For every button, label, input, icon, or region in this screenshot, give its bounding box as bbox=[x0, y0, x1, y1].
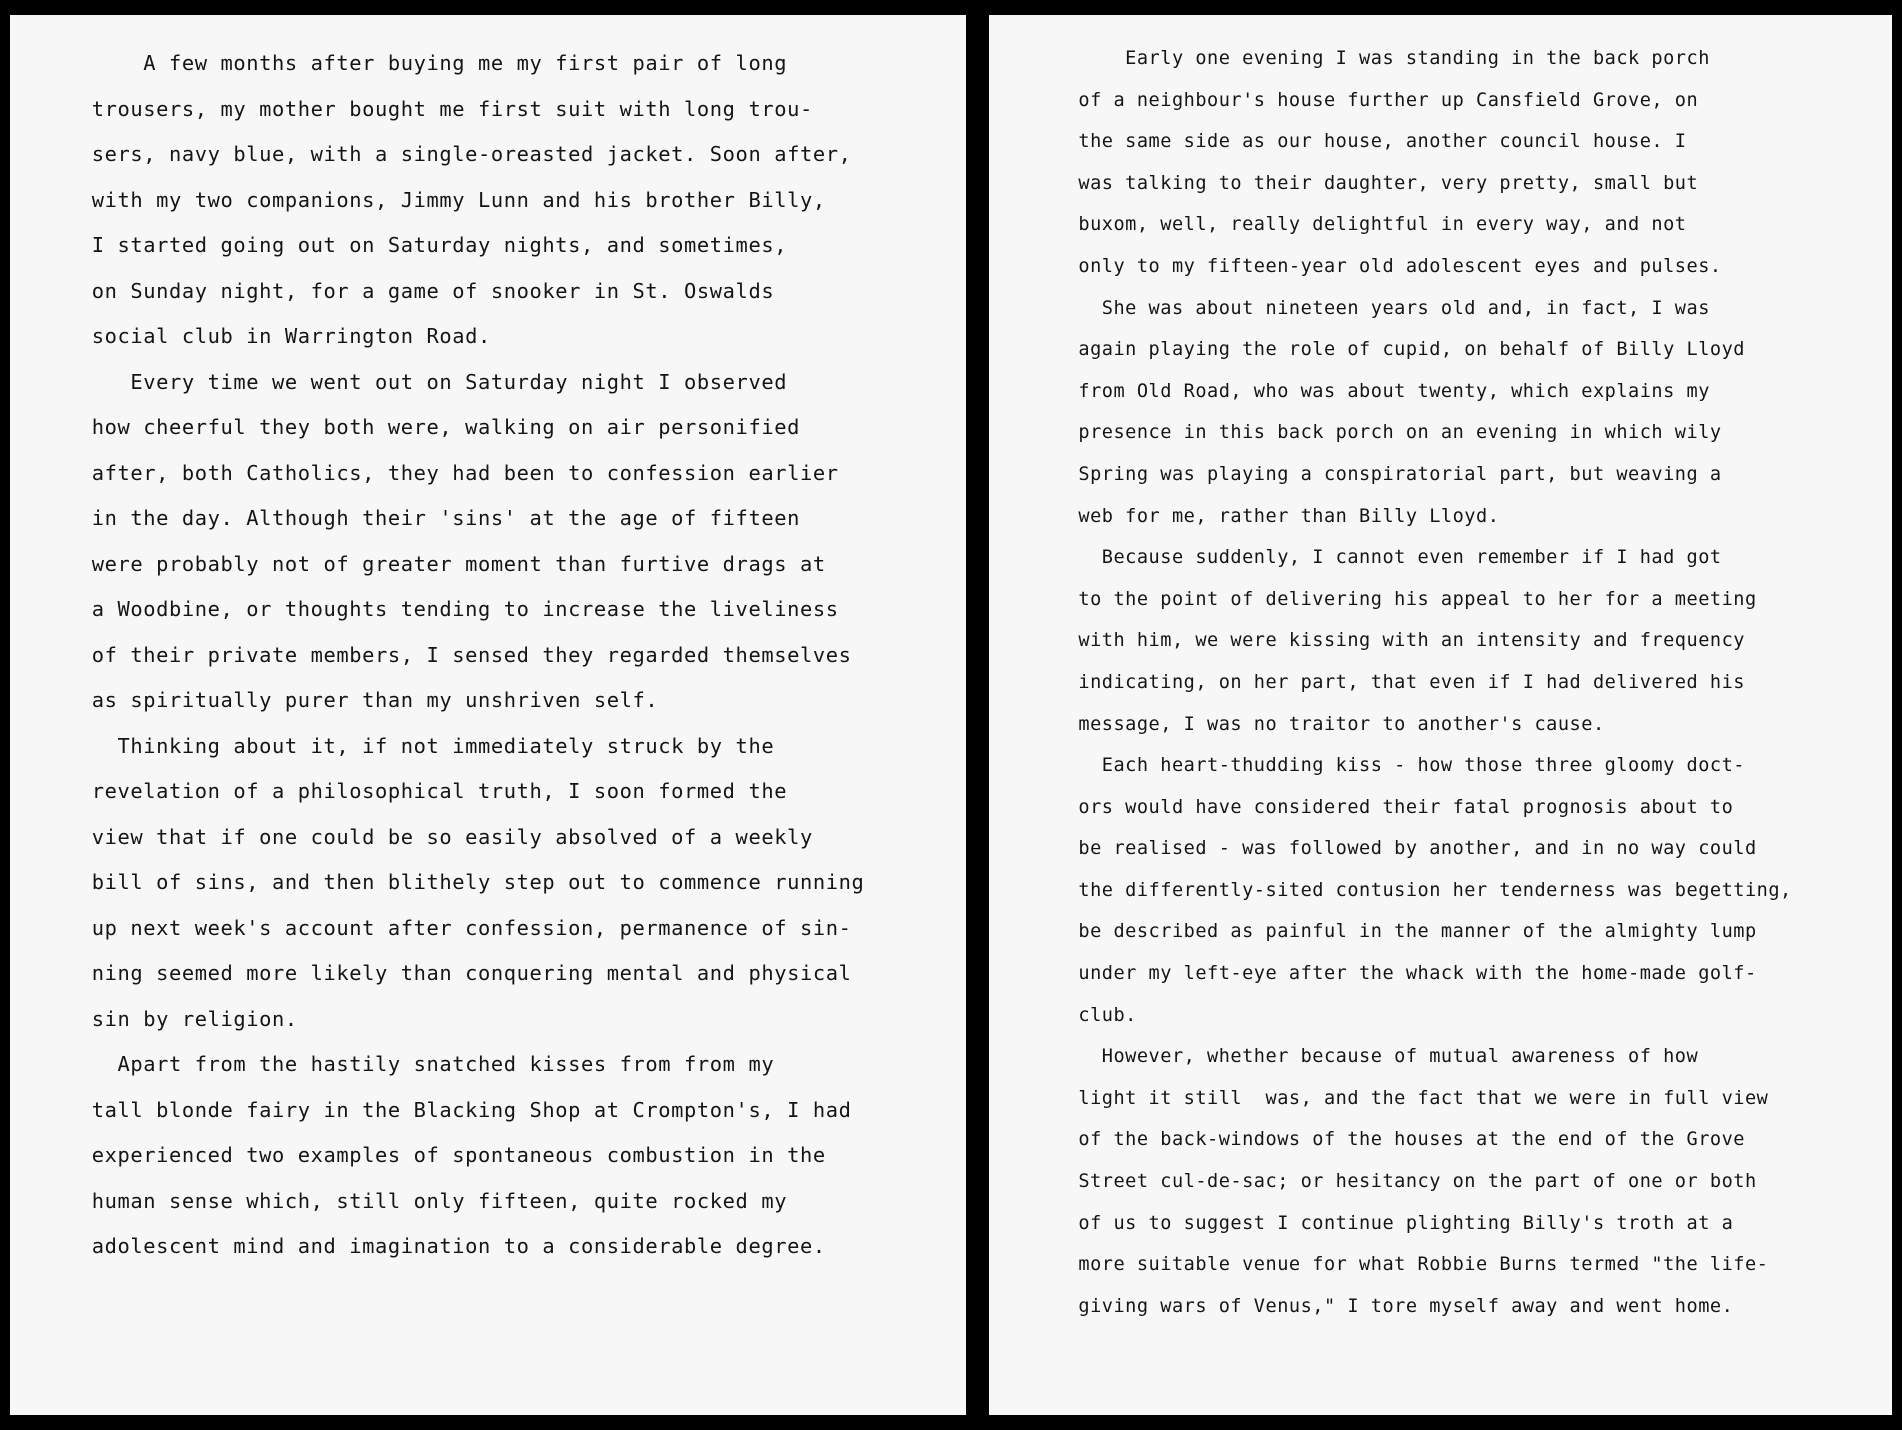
text-line: web for me, rather than Billy Lloyd. bbox=[1055, 505, 1500, 527]
text-line: revelation of a philosophical truth, I soon formed the bbox=[66, 779, 788, 803]
text-line: tall blonde fairy in the Blacking Shop at Crompton's, I had bbox=[66, 1097, 852, 1122]
text-line: Every time we went out on Saturday night I observed bbox=[66, 369, 788, 394]
text-line: again playing the role of cupid, on behalf of Billy Lloyd bbox=[1055, 339, 1745, 361]
text-line: message, I was no traitor to another's cause. bbox=[1055, 713, 1605, 735]
text-line: be described as painful in the manner of the almighty lump bbox=[1055, 921, 1757, 943]
text-line: sers, navy blue, with a single-oreasted jacket. Soon after, bbox=[66, 142, 852, 166]
paragraph bbox=[66, 1054, 936, 1282]
text-line: to the point of delivering his appeal to her for a meeting bbox=[1055, 588, 1757, 610]
text-line: ning seemed more likely than conquering mental and physical bbox=[66, 961, 852, 985]
text-line: the differently-sited contusion her tenderness was begetting, bbox=[1055, 879, 1792, 901]
paragraph bbox=[1055, 549, 1872, 757]
text-line: Street cul-de-sac; or hesitancy on the part of one or both bbox=[1055, 1171, 1757, 1193]
text-line: A few months after buying me my first pair of long bbox=[66, 51, 788, 75]
text-line: buxom, well, really delightful in every way, and not bbox=[1055, 214, 1687, 236]
paragraph bbox=[66, 53, 936, 372]
text-line: light it still was, and the fact that we were in full view bbox=[1055, 1087, 1769, 1109]
text-line: as spiritually purer than my unshriven self. bbox=[66, 688, 659, 712]
text-line: trousers, my mother bought me first suit with long trou- bbox=[66, 96, 813, 121]
text-line: a Woodbine, or thoughts tending to increase the liveliness bbox=[66, 597, 839, 621]
text-line: bill of sins, and then blithely step out to commence running bbox=[66, 870, 865, 894]
text-line: under my left-eye after the whack with the home-made golf- bbox=[1055, 963, 1757, 985]
typewritten-page-right bbox=[989, 15, 1892, 1415]
text-line: Because suddenly, I cannot even remember if I had got bbox=[1055, 547, 1722, 569]
paragraph bbox=[66, 733, 936, 1055]
text-line: I started going out on Saturday nights, and sometimes, bbox=[66, 233, 788, 257]
text-line: of a neighbour's house further up Cansfield Grove, on bbox=[1055, 89, 1699, 111]
text-line: from Old Road, who was about twenty, which explains my bbox=[1055, 380, 1710, 402]
typewritten-page-left bbox=[10, 15, 966, 1415]
text-line: after, both Catholics, they had been to confession earlier bbox=[66, 460, 839, 485]
paragraph bbox=[66, 369, 936, 736]
text-line: on Sunday night, for a game of snooker in St. Oswalds bbox=[66, 278, 775, 303]
text-line: how cheerful they both were, walking on air personified bbox=[66, 415, 800, 439]
text-line: human sense which, still only fifteen, quite rocked my bbox=[66, 1188, 788, 1213]
text-line: social club in Warrington Road. bbox=[66, 324, 491, 348]
text-line: in the day. Although their 'sins' at the age of fifteen bbox=[66, 506, 800, 530]
text-line: was talking to their daughter, very pretty, small but bbox=[1055, 172, 1699, 194]
text-line: presence in this back porch on an evening in which wily bbox=[1055, 422, 1722, 444]
text-line: up next week's account after confession, permanence of sin- bbox=[66, 915, 852, 940]
text-line: Spring was playing a conspiratorial part, but weaving a bbox=[1055, 463, 1722, 485]
text-line: experienced two examples of spontaneous combustion in the bbox=[66, 1143, 826, 1167]
paragraph bbox=[1055, 50, 1872, 300]
text-line: be realised - was followed by another, and in no way could bbox=[1055, 838, 1757, 860]
text-line: Each heart-thudding kiss - how those three gloomy doct- bbox=[1055, 755, 1745, 777]
text-line: only to my fifteen-year old adolescent eyes and pulses. bbox=[1055, 255, 1722, 277]
text-line: club. bbox=[1055, 1004, 1137, 1026]
text-line: adolescent mind and imagination to a considerable degree. bbox=[66, 1234, 826, 1258]
text-line: Early one evening I was standing in the back porch bbox=[1055, 48, 1710, 69]
text-line: with him, we were kissing with an intensity and frequency bbox=[1055, 630, 1745, 652]
paragraph bbox=[1055, 1048, 1872, 1339]
text-line: Apart from the hastily snatched kisses from from my bbox=[66, 1052, 775, 1076]
text-line: giving wars of Venus," I tore myself away and went home. bbox=[1055, 1295, 1734, 1317]
text-line: of their private members, I sensed they regarded themselves bbox=[66, 642, 852, 667]
text-line: of us to suggest I continue plighting Billy's troth at a bbox=[1055, 1212, 1734, 1234]
paragraph bbox=[1055, 757, 1872, 1048]
text-line: were probably not of greater moment than furtive drags at bbox=[66, 551, 826, 576]
text-line: indicating, on her part, that even if I had delivered his bbox=[1055, 671, 1745, 693]
text-line: sin by religion. bbox=[66, 1006, 298, 1031]
text-line: However, whether because of mutual awareness of how bbox=[1055, 1046, 1699, 1068]
text-line: the same side as our house, another council house. I bbox=[1055, 131, 1687, 153]
paragraph bbox=[1055, 297, 1872, 550]
text-line: with my two companions, Jimmy Lunn and his brother Billy, bbox=[66, 187, 826, 212]
text-line: ors would have considered their fatal prognosis about to bbox=[1055, 796, 1734, 818]
text-line: view that if one could be so easily absolved of a weekly bbox=[66, 824, 813, 849]
text-line: Thinking about it, if not immediately struck by the bbox=[66, 733, 775, 758]
text-line: more suitable venue for what Robbie Burns termed "the life- bbox=[1055, 1254, 1769, 1276]
text-line: of the back-windows of the houses at the end of the Grove bbox=[1055, 1129, 1745, 1151]
text-line: She was about nineteen years old and, in fact, I was bbox=[1055, 297, 1710, 319]
